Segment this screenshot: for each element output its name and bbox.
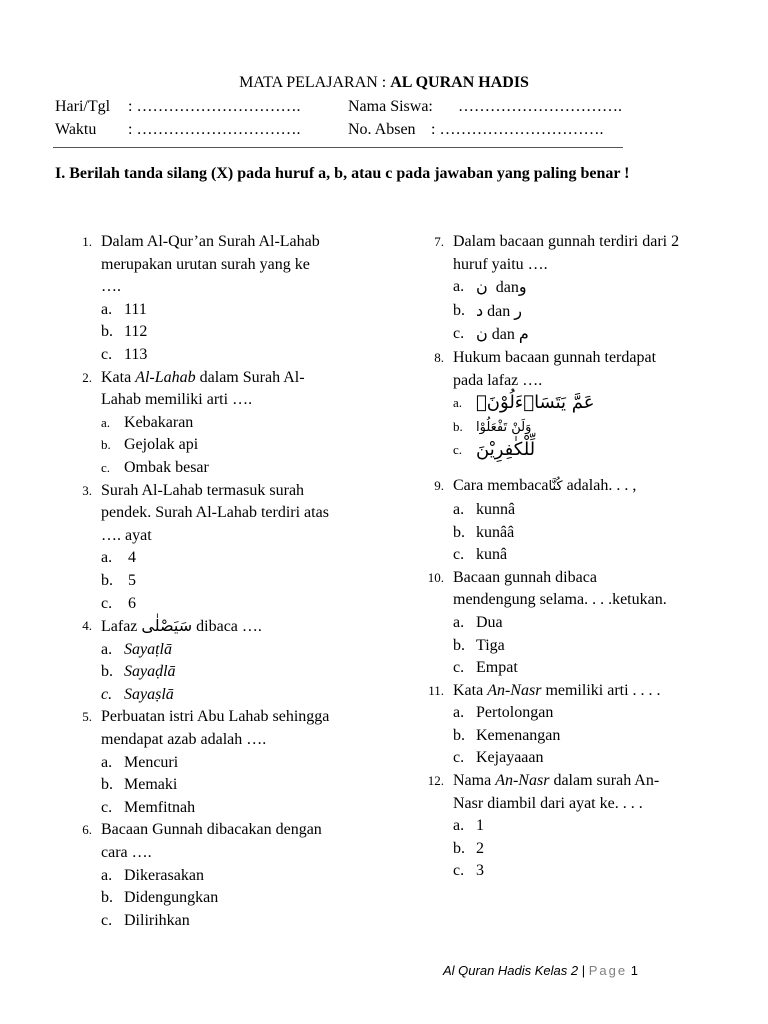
option-11b[interactable]: b. Kemenangan [453,726,561,744]
option-2b[interactable]: b. Gejolak api [101,436,199,454]
label-hari-tgl: Hari/Tgl [55,98,111,115]
fill-waktu: : …………………………. [128,121,301,138]
option-10a[interactable]: a. Dua [453,613,503,631]
option-5a[interactable]: a. Mencuri [101,753,179,771]
option-2c[interactable]: c. Ombak besar [101,458,209,476]
option-5b[interactable]: b. Memaki [101,776,178,794]
footer-label: Al Quran Hadis Kelas 2 [443,963,579,978]
question-11: 11. Kata An-Nasr memiliki arti . . . . [428,681,661,699]
question-12: 12. Nama An-Nasr dalam surah An- [427,772,660,790]
option-6a[interactable]: a. Dikerasakan [101,866,204,884]
label-nama-siswa: Nama Siswa: [348,98,433,115]
option-11c[interactable]: c. Kejayaaan [453,749,544,767]
option-1c[interactable]: c. 113 [101,345,148,363]
question-4: 4. Lafaz سَيَصْلٰى dibaca …. [82,616,262,636]
label-waktu: Waktu [55,121,97,138]
question-8: 8. Hukum bacaan gunnah terdapat [434,348,657,366]
fill-no-absen: : …………………………. [431,121,604,138]
arabic-text: سَيَصْلٰى [141,616,193,636]
option-9b[interactable]: b. kunââ [453,523,515,541]
question-7: 7. Dalam bacaan gunnah terdiri dari 2 [434,233,680,250]
option-8b[interactable]: b. وَلَنْ تَفْعَلُوْا [453,418,532,435]
option-3c[interactable]: c. 6 [101,594,136,612]
footer-page-word: Page [588,963,628,978]
fill-nama-siswa: …………………………. [458,98,622,115]
option-12c[interactable]: c. 3 [453,862,484,880]
option-10c[interactable]: c. Empat [453,659,518,677]
page-title: MATA PELAJARAN : AL QURAN HADIS [239,74,529,91]
question-1: 1. Dalam Al-Qur’an Surah Al-Lahab [82,233,320,250]
option-4b[interactable]: b. Sayaḍlā [101,663,176,681]
option-1a[interactable]: a. 111 [101,300,147,318]
option-6b[interactable]: b. Didengungkan [101,889,219,907]
option-3a[interactable]: a. 4 [101,549,136,567]
page-footer: Al Quran Hadis Kelas 2 | Page 1 [443,963,638,978]
arabic-text: كُنَّا [548,479,563,495]
label-no-absen: No. Absen [348,121,416,138]
option-2a[interactable]: a. Kebakaran [101,413,194,431]
option-8a[interactable]: a. عَمَّ يَتَسَاۤءَلُوْنَۚ [453,392,595,414]
option-11a[interactable]: a. Pertolongan [453,704,554,722]
option-4a[interactable]: a. Sayaṭlā [101,640,172,658]
question-10: 10. Bacaan gunnah dibaca [427,568,597,586]
footer-page-number: 1 [630,963,638,978]
question-5: 5. Perbuatan istri Abu Lahab sehingga [82,708,330,726]
option-9c[interactable]: c. kunâ [453,546,508,564]
header-divider [53,147,623,148]
option-1b[interactable]: b. 112 [101,323,148,341]
option-3b[interactable]: b. 5 [101,571,136,589]
left-column: 1. Dalam Al-Qur’an Surah Al-Lahab merupakan urutan surah yang ke …. a. 111 b. 112 c. 113 2. Kata Al-Lahab dalam Surah Al- Lahab memiliki arti …. a. Kebakaran b. Gejolak api c. Ombak besar 3. Surah Al-Lahab termasuk surah pendek. Surah Al-Lahab terdiri atas …. ayat a. 4 b. 5 c. 6 4. Lafaz سَيَصْلٰى dibaca …. a. Sayaṭlā b. Sayaḍlā c. Sayaṣlā 5. Perbuatan istri Abu Lahab sehingga mendapat azab adalah …. a. Mencuri b. Memaki c. Memfitnah 6. Bacaan Gunnah dibacakan dengan cara …. a. Dikerasakan b. Didengungkan c. Dilirihkan [70,231,370,932]
option-9a[interactable]: a. kunnâ [453,500,516,518]
option-7b[interactable]: b. د dan ر [453,300,522,320]
option-12b[interactable]: b. 2 [453,839,484,857]
option-4c[interactable]: c. Sayaṣlā [101,685,174,703]
question-6: 6. Bacaan Gunnah dibacakan dengan [82,821,322,839]
option-12a[interactable]: a. 1 [453,817,484,835]
question-3: 3. Surah Al-Lahab termasuk surah [82,481,305,499]
option-5c[interactable]: c. Memfitnah [101,798,196,816]
fill-hari-tgl: : …………………………. [128,98,301,115]
right-column: 7. Dalam bacaan gunnah terdiri dari 2 huruf yaitu …. a. ن danو b. د dan ر c. ن dan م 8. Hukum bacaan gunnah terdapat pada lafaz …. a. عَمَّ يَتَسَاۤءَلُوْنَۚ b. وَلَنْ تَفْعَلُوْا c. لِّلْكٰفِرِيْنَ 9. Cara membacaكُنَّا adalah. . . , a. kunnâ b. kunââ c. kunâ 10. Bacaan gunnah dibaca mendengung selama. . . .ketukan. a. Dua b. Tiga c. Empat 11. Kata An-Nasr memiliki arti . . . . a. Pertolongan b. Kemenangan c. Kejayaaan 12. Nama An-Nasr dalam surah An- Nasr diambil dari ayat ke. . . . a. 1 b. 2 c. 3 [422,231,722,883]
question-2: 2. Kata Al-Lahab dalam Surah Al- [82,368,305,386]
option-8c[interactable]: c. لِّلْكٰفِرِيْنَ [453,439,536,461]
option-7a[interactable]: a. ن danو [453,277,527,297]
option-6c[interactable]: c. Dilirihkan [101,911,190,929]
question-9: 9. Cara membacaكُنَّا adalah. . . , [434,477,637,495]
option-7c[interactable]: c. ن dan م [453,324,529,344]
option-10b[interactable]: b. Tiga [453,636,505,654]
instruction: I. Berilah tanda silang (X) pada huruf a, b, atau c pada jawaban yang paling benar ! [55,165,630,182]
